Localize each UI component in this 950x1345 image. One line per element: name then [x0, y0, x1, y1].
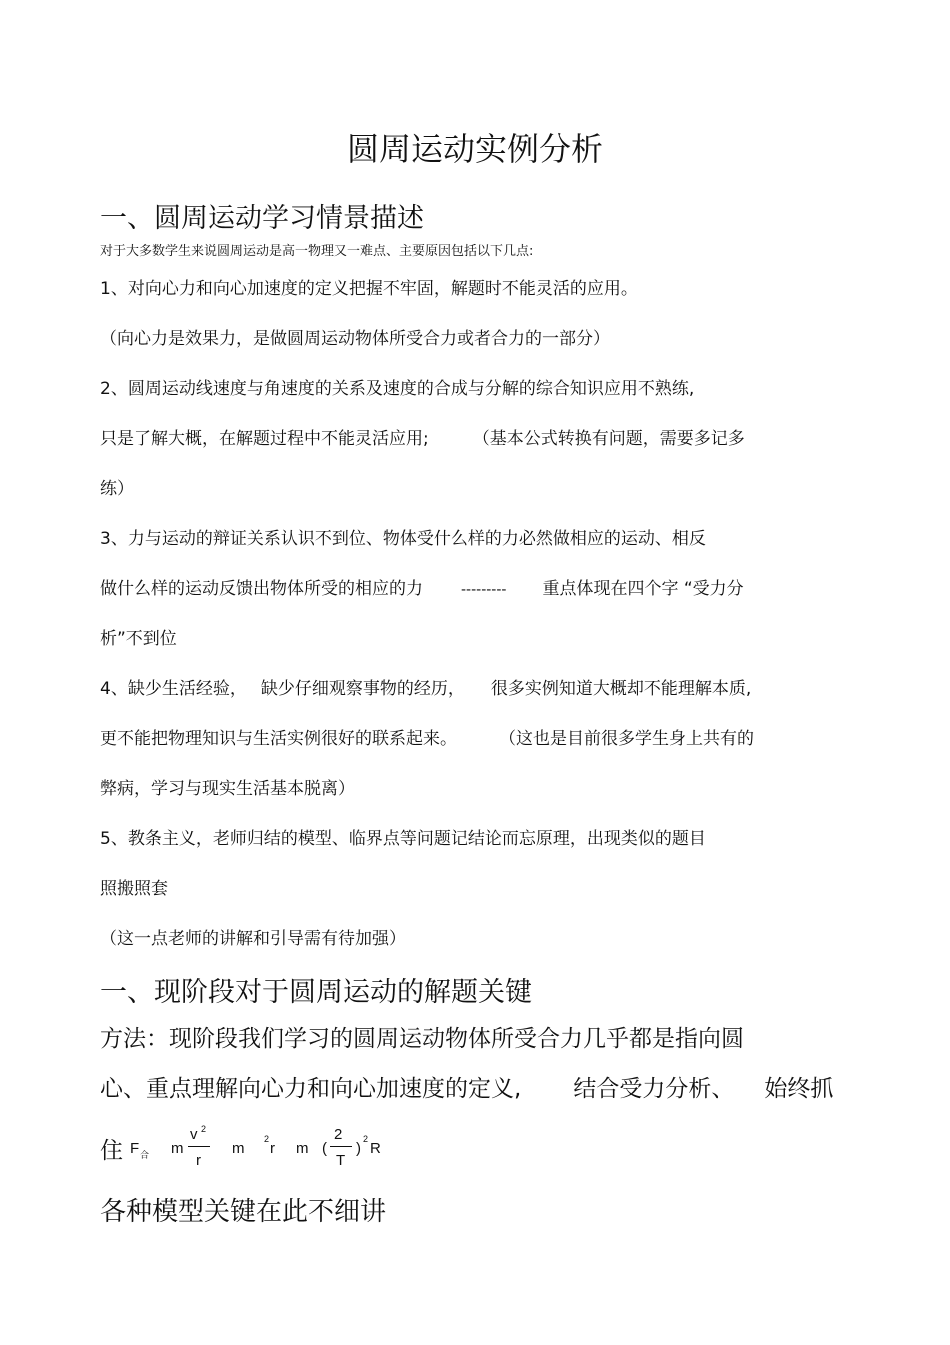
- point1-note: （向心力是效果力，是做圆周运动物体所受合力或者合力的一部分）: [100, 329, 610, 349]
- method-line2: [100, 1070, 833, 1103]
- formula-v: v: [190, 1126, 198, 1143]
- formula-omega-exponent: 2: [264, 1134, 270, 1144]
- closing-line: 各种模型关键在此不细讲: [100, 1197, 387, 1227]
- formula-right-paren: ): [356, 1140, 361, 1157]
- point4-part-c: 很多实例知道大概却不能理解本质,: [490, 679, 752, 699]
- formula-m2: m: [232, 1140, 245, 1157]
- point5-note: （这一点老师的讲解和引导需有待加强）: [100, 929, 406, 949]
- formula-F-subscript: 合: [140, 1150, 150, 1160]
- point4-part-b: 缺少仔细观察事物的经历，: [260, 679, 465, 699]
- formula-r-denominator: r: [196, 1152, 201, 1169]
- method-force-analysis: 结合受力分析、: [573, 1076, 735, 1102]
- method-line1: 方法：现阶段我们学习的圆周运动物体所受合力几乎都是指向圆: [100, 1026, 744, 1052]
- point3-line1: 3、力与运动的辩证关系认识不到位、物体受什么样的力必然做相应的运动、相反: [100, 529, 706, 549]
- point2-note: （基本公式转换有问题，需要多记多: [472, 429, 745, 449]
- centripetal-force-formula: [100, 1124, 420, 1174]
- point4-line2: [100, 724, 754, 749]
- point3-line2: [100, 574, 744, 599]
- formula-v-exponent: 2: [201, 1124, 207, 1134]
- formula-R: R: [370, 1140, 381, 1157]
- point2-line2-text: 只是了解大概，在解题过程中不能灵活应用;: [100, 429, 429, 449]
- point2-line1: 2、圆周运动线速度与角速度的关系及速度的合成与分解的综合知识应用不熟练,: [100, 379, 695, 399]
- point3-line3: 析”不到位: [100, 629, 177, 649]
- point3-line2-text: 做什么样的运动反馈出物体所受的相应的力: [100, 579, 423, 599]
- section2-heading: 一、现阶段对于圆周运动的解题关键: [100, 977, 532, 1008]
- formula-m3: m: [296, 1140, 309, 1157]
- formula-r: r: [270, 1140, 275, 1157]
- document-title: 圆周运动实例分析: [346, 130, 603, 168]
- formula-T: T: [336, 1152, 346, 1169]
- formula-fraction-bar-1: [188, 1146, 210, 1147]
- point2-line3: 练）: [100, 479, 134, 499]
- method-line2-text: 心、重点理解向心力和向心加速度的定义,: [100, 1076, 522, 1102]
- formula-paren-exponent: 2: [363, 1134, 369, 1144]
- section1-heading: 一、圆周运动学习情景描述: [100, 203, 424, 234]
- point5-line1: 5、教条主义，老师归结的模型、临界点等问题记结论而忘原理，出现类似的题目: [100, 829, 706, 849]
- point4-line1: [100, 674, 751, 699]
- formula-fraction-bar-2: [330, 1146, 352, 1147]
- method-always: 始终抓: [764, 1076, 834, 1102]
- point1-line1: 1、对向心力和向心加速度的定义把握不牢固，解题时不能灵活的应用。: [100, 279, 638, 299]
- point4-line3: 弊病，学习与现实生活基本脱离）: [100, 779, 355, 799]
- formula-m1: m: [171, 1140, 184, 1157]
- formula-F: F: [130, 1140, 140, 1157]
- point4-note: （这也是目前很多学生身上共有的: [499, 729, 754, 749]
- point4-part-a: 4、缺少生活经验，: [100, 679, 247, 699]
- point2-line2: [100, 424, 745, 449]
- point3-dashes: ---------: [461, 582, 507, 598]
- formula-numerator-2: 2: [334, 1126, 343, 1143]
- section1-intro: 对于大多数学生来说圆周运动是高一物理又一难点、主要原因包括以下几点:: [100, 244, 534, 259]
- method-line3: 住: [100, 1138, 123, 1164]
- formula-left-paren: (: [322, 1140, 327, 1157]
- point3-emphasis: 重点体现在四个字 “受力分: [542, 579, 744, 599]
- point4-line2-text: 更不能把物理知识与生活实例很好的联系起来。: [100, 729, 457, 749]
- point5-line2: 照搬照套: [100, 879, 168, 899]
